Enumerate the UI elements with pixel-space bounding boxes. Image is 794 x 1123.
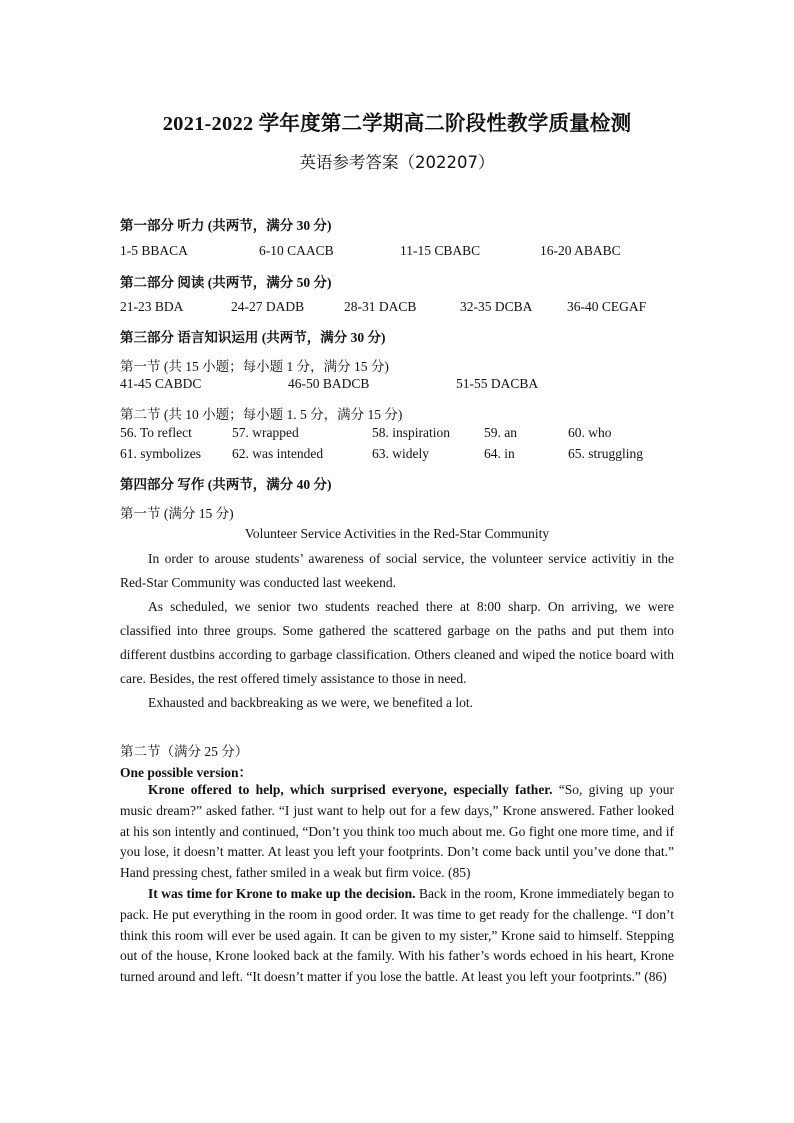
part1-heading: 第一部分 听力 (共两节，满分 30 分) — [120, 218, 332, 233]
answer-item: 56. To reflect — [120, 425, 192, 440]
answer-group: 6-10 CAACB — [259, 243, 334, 258]
answer-group: 1-5 BBACA — [120, 243, 188, 258]
story-body: “So, giving up your music dream?” asked father. “I just want to help out for a few days,” Krone answered. Father looked at his son intently and continued, “Don’t you think too much about me. Go fight one more time, and if you lose, it doesn’t matter. At least you left your footprints. Don’t come back until you’ve done that.” Hand pressing chest, father smiled in a weak but firm voice. (85) — [120, 782, 675, 881]
part2-heading: 第二部分 阅读 (共两节，满分 50 分) — [120, 275, 332, 290]
answer-group: 32-35 DCBA — [460, 299, 533, 314]
part3-section1-heading: 第一节 (共 15 小题；每小题 1 分，满分 15 分) — [120, 359, 389, 374]
answer-group: 41-45 CABDC — [120, 376, 202, 391]
essay-paragraph: In order to arouse students’ awareness of social service, the volunteer service activitiy in the Red-Star Community was conducted last weekend. — [120, 551, 674, 590]
answer-group: 46-50 BADCB — [288, 376, 370, 391]
part3-section2-row1 — [120, 425, 680, 443]
essay-title: Volunteer Service Activities in the Red-Star Community — [244, 526, 550, 541]
answer-group: 24-27 DADB — [231, 299, 305, 314]
story-body: Back in the room, Krone immediately began to pack. He put everything in the room in good order. It was time to get ready for the challenge. “I don’t think this room will ever be used again. It can be given to my sister,” Krone said to himself. Stepping out of the house, Krone looked back at the family. With his father’s words echoed in his heart, Krone turned around and left. “It doesn’t matter if you lose the battle. At least you left your footprints.” (86) — [120, 886, 674, 985]
answer-group: 28-31 DACB — [344, 299, 417, 314]
answer-item: 58. inspiration — [372, 425, 450, 440]
story-paragraph — [120, 780, 674, 884]
story-lead-sentence: Krone offered to help, which surprised everyone, especially father. — [148, 782, 553, 797]
part3-section2-heading: 第二节 (共 10 小题；每小题 1. 5 分，满分 15 分) — [120, 407, 403, 422]
answer-item: 60. who — [568, 425, 612, 440]
essay-paragraph: Exhausted and backbreaking as we were, we benefited a lot. — [148, 695, 473, 710]
answer-item: 59. an — [484, 425, 517, 440]
answer-group: 51-55 DACBA — [456, 376, 539, 391]
version-label: One possible version： — [120, 765, 253, 780]
part4-section1-heading: 第一节 (满分 15 分) — [120, 506, 234, 521]
page-subtitle: 英语参考答案（202207） — [299, 153, 495, 172]
answer-item: 61. symbolizes — [120, 446, 201, 461]
answer-group: 11-15 CBABC — [400, 243, 481, 258]
story-lead-sentence: It was time for Krone to make up the decision. — [148, 886, 416, 901]
part2-answers — [120, 299, 680, 317]
part3-section2-row2 — [120, 446, 680, 464]
answer-group: 16-20 ABABC — [540, 243, 621, 258]
part4-heading: 第四部分 写作 (共两节，满分 40 分) — [120, 477, 332, 492]
page-title: 2021-2022 学年度第二学期高二阶段性教学质量检测 — [162, 113, 632, 135]
story-paragraph — [120, 884, 674, 988]
part3-heading: 第三部分 语言知识运用 (共两节，满分 30 分) — [120, 330, 386, 345]
answer-item: 63. widely — [372, 446, 429, 461]
answer-item: 65. struggling — [568, 446, 644, 461]
part1-answers — [120, 243, 680, 261]
part4-section2-heading: 第二节（满分 25 分） — [120, 744, 249, 759]
answer-item: 57. wrapped — [232, 425, 299, 440]
answer-item: 62. was intended — [232, 446, 324, 461]
answer-group: 21-23 BDA — [120, 299, 184, 314]
part3-section1-answers — [120, 376, 680, 394]
answer-item: 64. in — [484, 446, 515, 461]
essay-paragraph: As scheduled, we senior two students reached there at 8:00 sharp. On arriving, we were classified into three groups. Some gathered the scattered garbage on the paths and put them into different dustbins according to garbage classification. Others cleaned and wiped the notice board with care. Besides, the rest offered timely assistance to those in need. — [120, 599, 674, 686]
answer-group: 36-40 CEGAF — [567, 299, 647, 314]
